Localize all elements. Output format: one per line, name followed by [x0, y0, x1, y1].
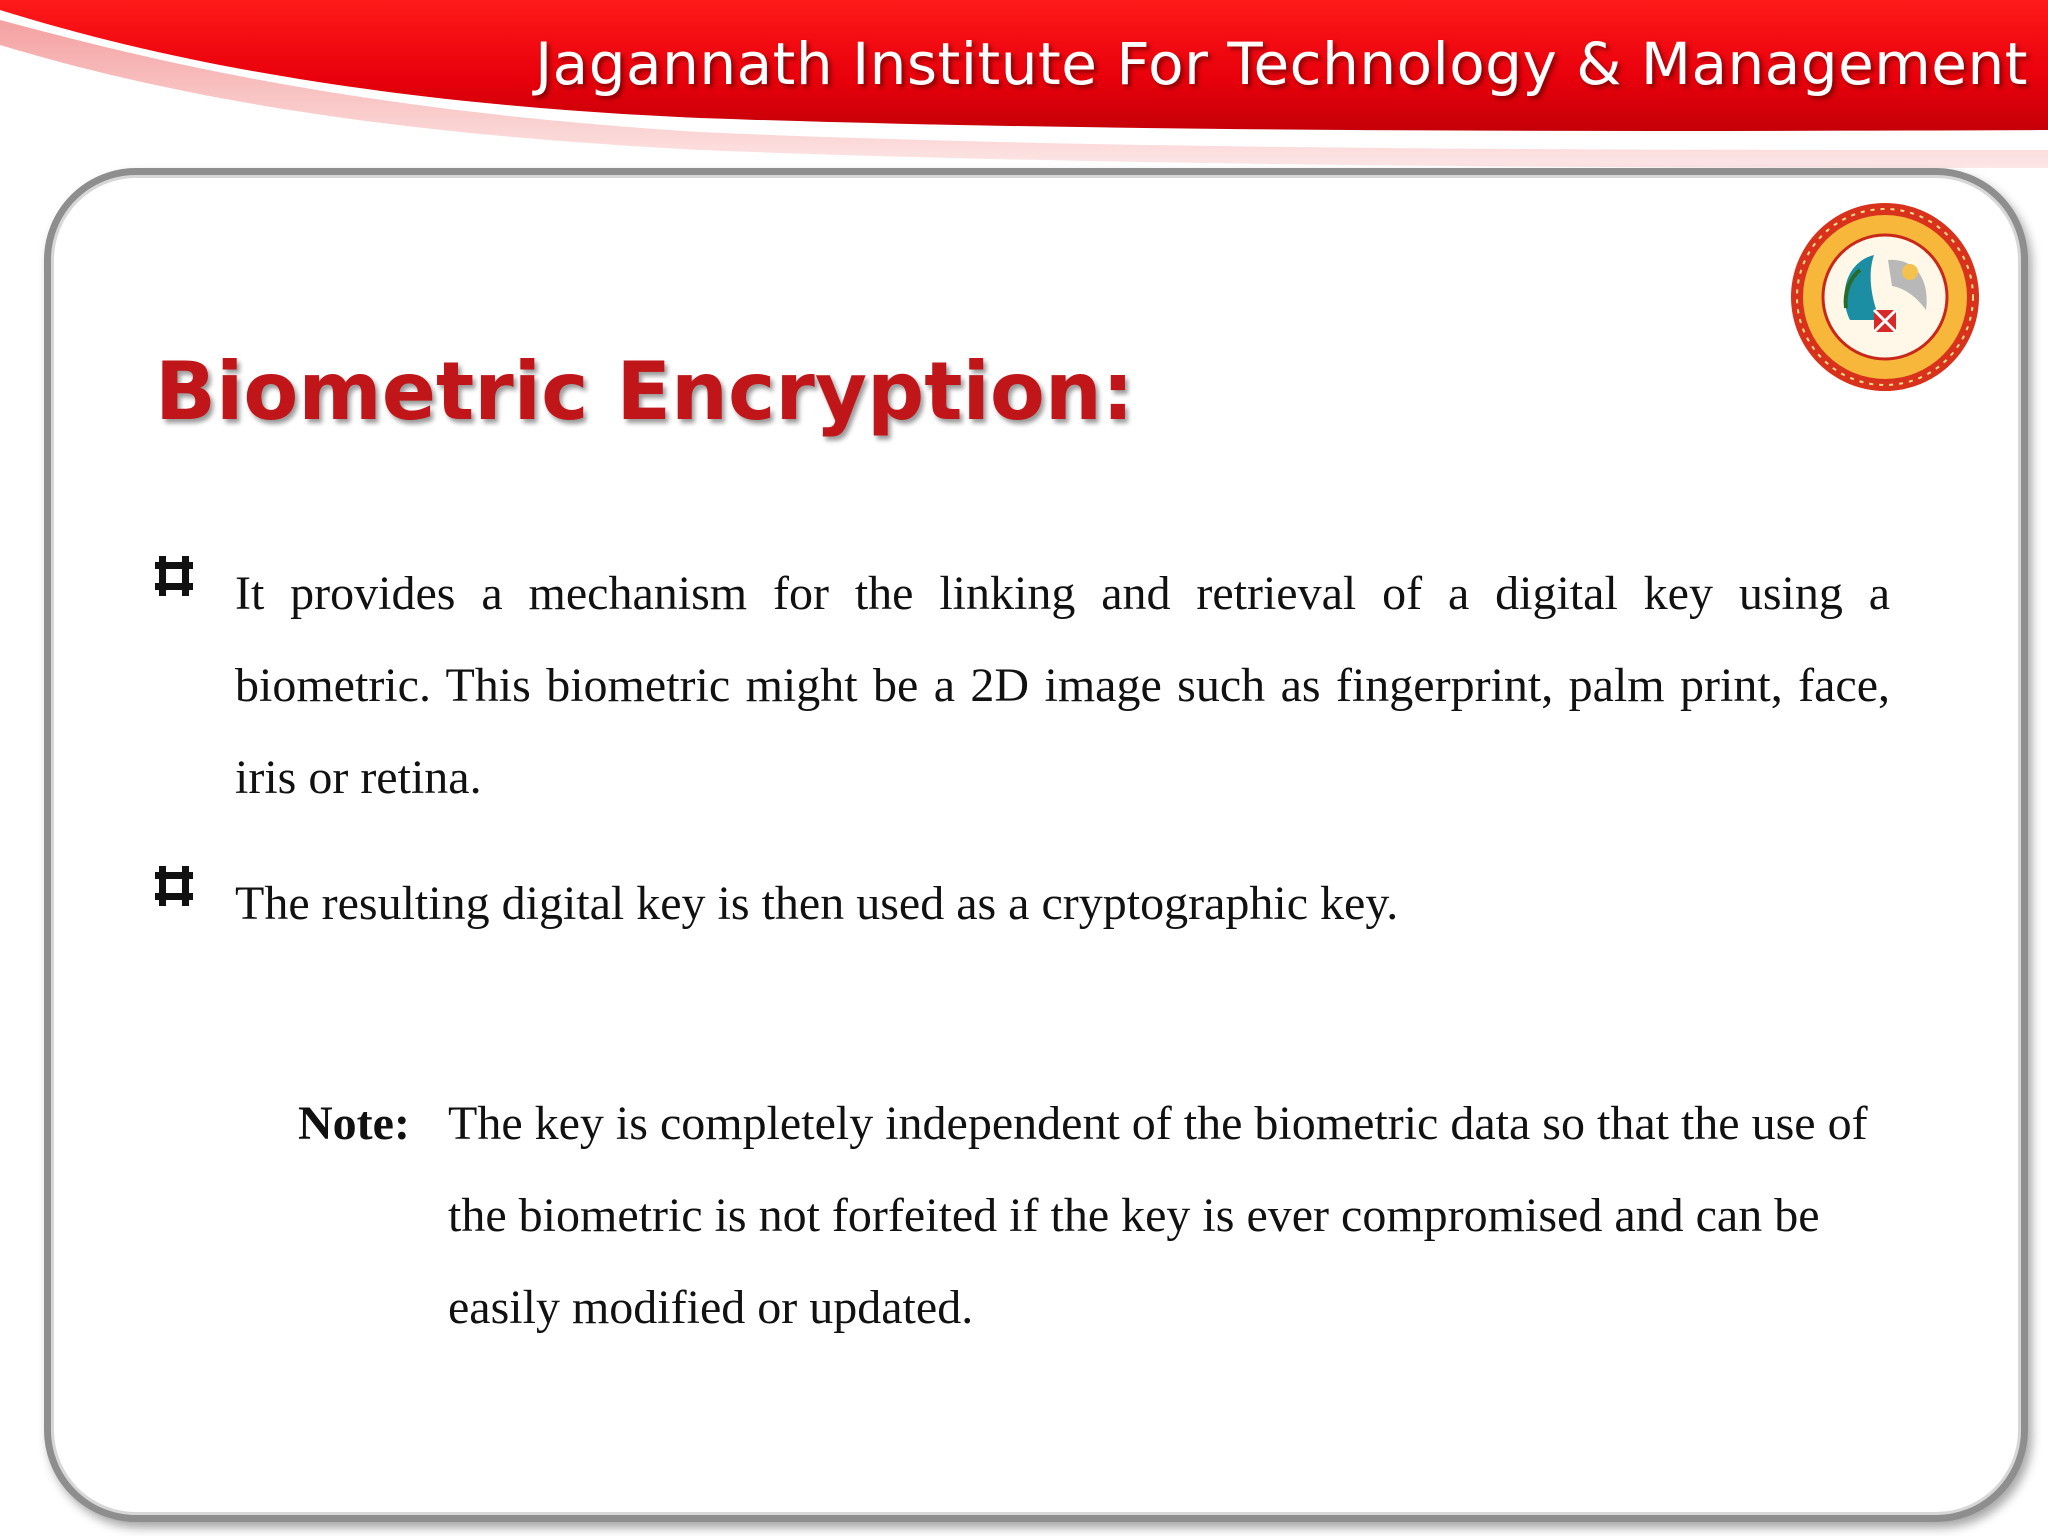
bullet-item	[155, 548, 1890, 824]
bullet-text: The resulting digital key is then used as a cryptographic key.	[235, 877, 1399, 930]
note-text: The key is completely independent of the biometric data so that the use of the biometric is not forfeited if the key is ever compromised and can be easily modified or updated.	[448, 1097, 1868, 1334]
slide-title: Biometric Encryption:	[155, 345, 1134, 438]
note-block	[298, 1078, 1938, 1354]
bullet-item	[155, 858, 1890, 950]
square-bullet-icon	[155, 866, 193, 906]
bullet-text: It provides a mechanism for the linking and retrieval of a digital key using a biometric. This biometric might be a 2D image such as fingerprint, palm print, face, iris or retina.	[235, 567, 1890, 804]
note-label: Note:	[298, 1097, 410, 1150]
institution-name: Jagannath Institute For Technology & Management	[535, 30, 2028, 98]
square-bullet-icon	[155, 556, 193, 596]
institute-emblem-icon	[1788, 200, 1982, 394]
